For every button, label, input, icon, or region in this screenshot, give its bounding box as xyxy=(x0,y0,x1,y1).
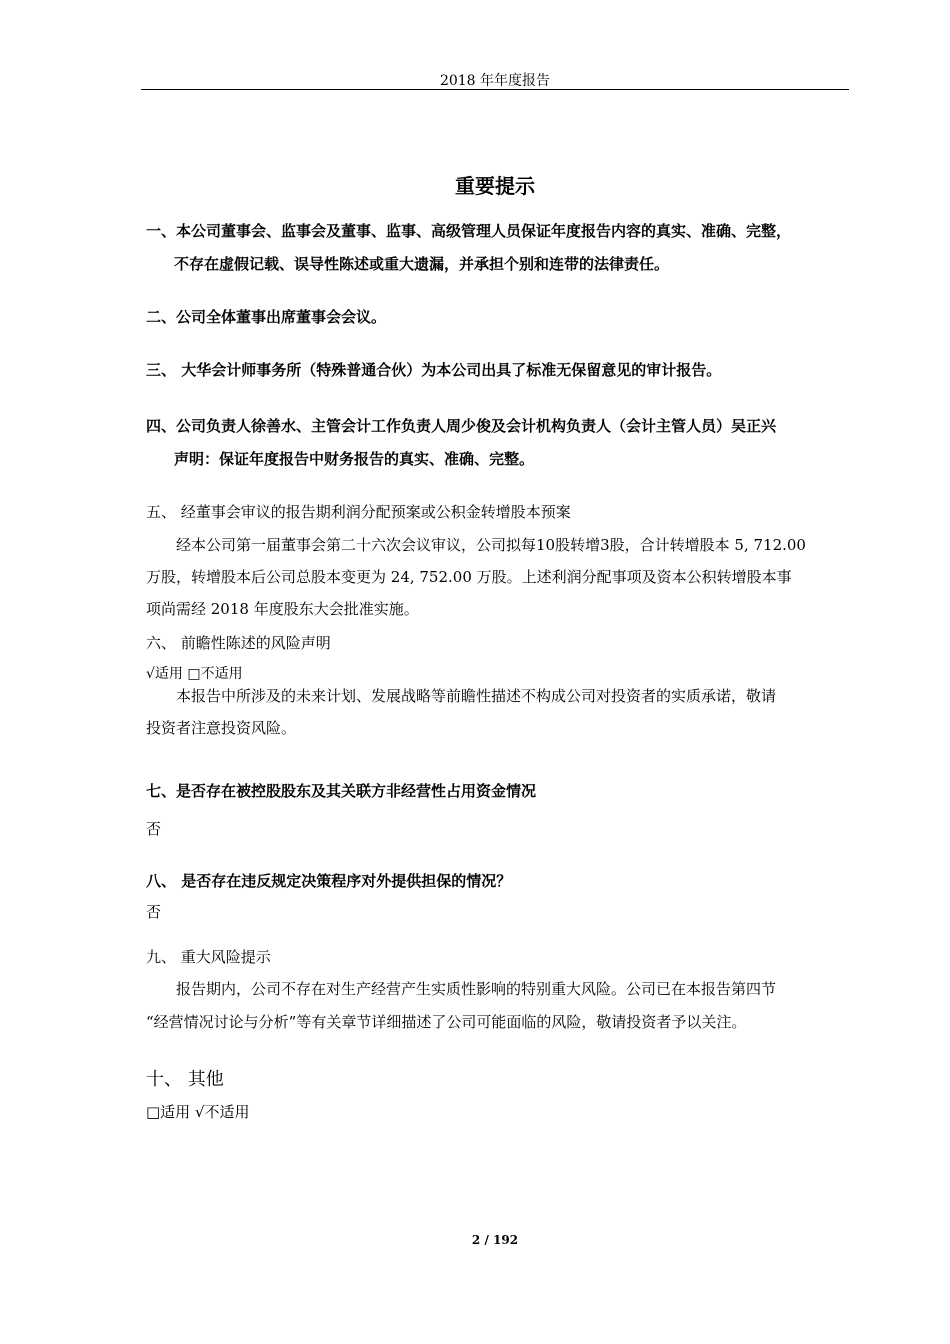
section-7-heading: 七、是否存在被控股股东及其关联方非经营性占用资金情况 xyxy=(146,782,537,800)
item-1-line-1: 一、本公司董事会、监事会及董事、监事、高级管理人员保证年度报告内容的真实、准确、完整， xyxy=(146,222,792,240)
section-5-line-1: 经本公司第一届董事会第二十六次会议审议，公司拟每10股转增3股，合计转增股本 5, 712.00 xyxy=(176,536,806,554)
item-3: 三、 大华会计师事务所（特殊普通合伙）为本公司出具了标准无保留意见的审计报告。 xyxy=(146,361,722,379)
item-1-line-2: 不存在虚假记载、误导性陈述或重大遗漏，并承担个别和连带的法律责任。 xyxy=(174,255,670,273)
section-6-line-2: 投资者注意投资风险。 xyxy=(146,719,297,737)
section-9-heading: 九、 重大风险提示 xyxy=(146,948,271,966)
section-6-option: √适用 □不适用 xyxy=(146,666,243,682)
section-7-answer: 否 xyxy=(146,820,162,838)
item-2: 二、公司全体董事出席董事会会议。 xyxy=(146,308,387,326)
section-10-option: □适用 √不适用 xyxy=(146,1103,250,1121)
section-9-line-1: 报告期内，公司不存在对生产经营产生实质性影响的特别重大风险。公司已在本报告第四节 xyxy=(176,980,777,998)
section-8-answer: 否 xyxy=(146,903,162,921)
page-number: 2 / 192 xyxy=(471,1233,519,1247)
section-10-heading: 十、 其他 xyxy=(146,1069,224,1090)
section-5-heading: 五、 经董事会审议的报告期利润分配预案或公积金转增股本预案 xyxy=(146,503,571,521)
section-6-heading: 六、 前瞻性陈述的风险声明 xyxy=(146,634,331,652)
section-8-heading: 八、 是否存在违反规定决策程序对外提供担保的情况？ xyxy=(146,872,512,890)
item-4-line-2: 声明：保证年度报告中财务报告的真实、准确、完整。 xyxy=(174,450,535,468)
section-9-line-2: “经营情况讨论与分析”等有关章节详细描述了公司可能面临的风险，敬请投资者予以关注。 xyxy=(146,1013,747,1031)
page-title: 重要提示 xyxy=(455,174,535,198)
item-4-line-1: 四、公司负责人徐善水、主管会计工作负责人周少俊及会计机构负责人（会计主管人员）吴正兴 xyxy=(146,417,777,435)
section-5-line-2: 万股，转增股本后公司总股本变更为 24, 752.00 万股。上述利润分配事项及资本公积转增股本事 xyxy=(146,568,792,586)
header-rule xyxy=(141,89,849,90)
section-5-line-3: 项尚需经 2018 年度股东大会批准实施。 xyxy=(146,600,419,618)
section-6-line-1: 本报告中所涉及的未来计划、发展战略等前瞻性描述不构成公司对投资者的实质承诺，敬请 xyxy=(176,687,777,705)
running-header: 2018 年年度报告 xyxy=(439,73,551,89)
